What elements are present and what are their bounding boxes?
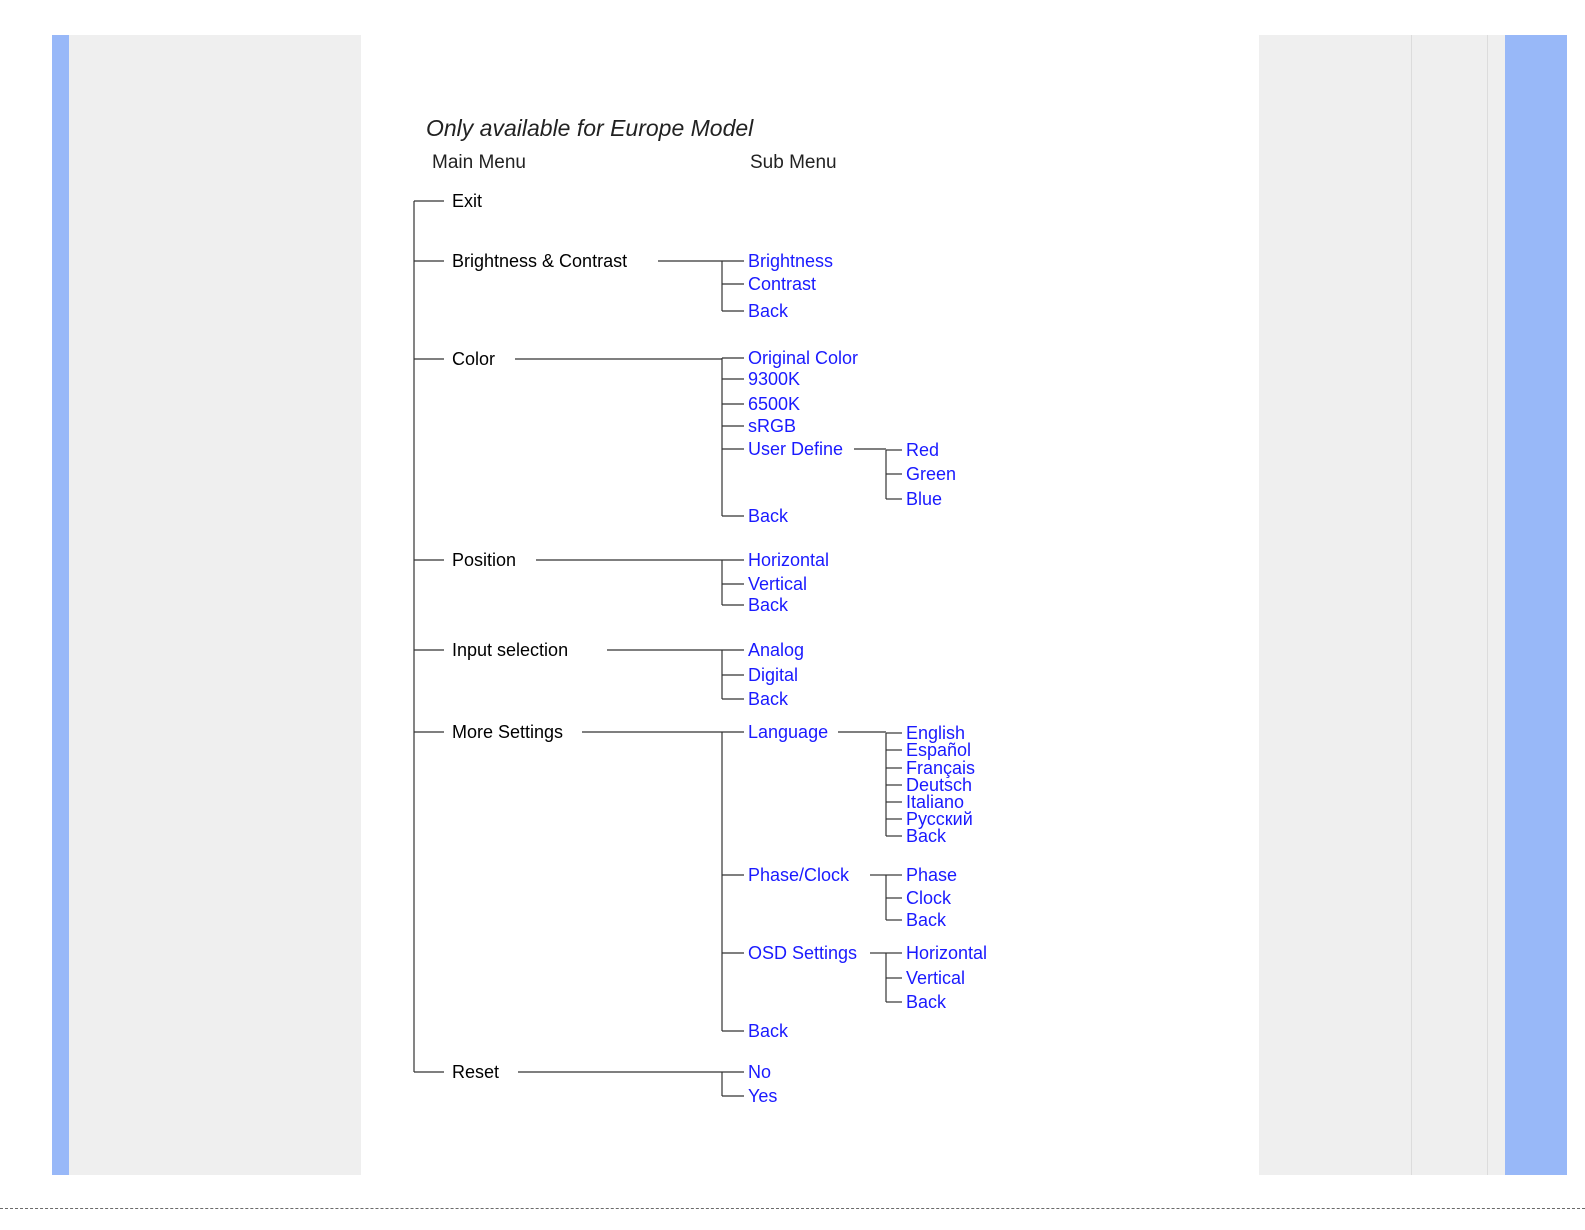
sub-item-reset-yes: Yes (748, 1086, 778, 1106)
sub-item-more-settings-back: Back (748, 1021, 789, 1041)
sub-item-color-user-define: User Define (748, 439, 844, 459)
sub-item-more-settings-phase-clock-phase: Phase (906, 865, 958, 885)
sub-item-input-selection-digital: Digital (748, 665, 799, 685)
sub-item-reset-no: No (748, 1062, 772, 1082)
sub-item-brightness-contrast-brightness: Brightness (748, 251, 834, 271)
sub-item-more-settings-language-english: English (906, 723, 966, 743)
sub-item-more-settings-osd-settings-horizontal: Horizontal (906, 943, 988, 963)
sub-item-color-9300k: 9300K (748, 369, 801, 389)
sub-item-more-settings-language-francais: Français (906, 758, 976, 778)
diagram-heading: Only available for Europe Model (426, 115, 754, 141)
main-item-color: Color (452, 349, 496, 369)
main-item-input-selection: Input selection (452, 640, 569, 660)
sub-item-more-settings-language-deutsch: Deutsch (906, 775, 973, 795)
main-item-exit: Exit (452, 191, 483, 211)
menu-labels (452, 191, 987, 1106)
sub-item-position-horizontal: Horizontal (748, 550, 830, 570)
main-item-reset: Reset (452, 1062, 500, 1082)
sub-item-color-srgb: sRGB (748, 416, 797, 436)
sub-item-more-settings-phase-clock-back: Back (906, 910, 947, 930)
sub-item-more-settings-language-italiano: Italiano (906, 792, 965, 812)
sub-item-position-vertical: Vertical (748, 574, 808, 594)
sub-item-more-settings-language: Language (748, 722, 829, 742)
sub-item-more-settings-language-russian: Русский (906, 809, 973, 829)
sub-item-more-settings-language-back: Back (906, 826, 947, 846)
sub-item-input-selection-analog: Analog (748, 640, 805, 660)
sub-item-brightness-contrast-back: Back (748, 301, 789, 321)
sub-item-color-user-define-green: Green (906, 464, 957, 484)
sub-item-more-settings-language-espanol: Español (906, 740, 972, 760)
sub-item-more-settings-osd-settings-back: Back (906, 992, 947, 1012)
sub-item-color-user-define-red: Red (906, 440, 940, 460)
sub-item-more-settings-phase-clock-clock: Clock (906, 888, 952, 908)
sub-item-color-6500k: 6500K (748, 394, 801, 414)
sub-item-more-settings-osd-settings: OSD Settings (748, 943, 858, 963)
main-item-brightness-contrast: Brightness & Contrast (452, 251, 628, 271)
sub-item-input-selection-back: Back (748, 689, 789, 709)
sub-item-color-original-color: Original Color (748, 348, 859, 368)
main-item-more-settings: More Settings (452, 722, 564, 742)
sub-item-color-back: Back (748, 506, 789, 526)
sub-item-color-user-define-blue: Blue (906, 489, 943, 509)
sub-item-position-back: Back (748, 595, 789, 615)
sub-item-brightness-contrast-contrast: Contrast (748, 274, 817, 294)
main-menu-column-label: Main Menu (432, 152, 526, 173)
sub-item-more-settings-osd-settings-vertical: Vertical (906, 968, 966, 988)
sub-menu-column-label: Sub Menu (750, 152, 837, 173)
main-item-position: Position (452, 550, 517, 570)
sub-item-more-settings-phase-clock: Phase/Clock (748, 865, 850, 885)
